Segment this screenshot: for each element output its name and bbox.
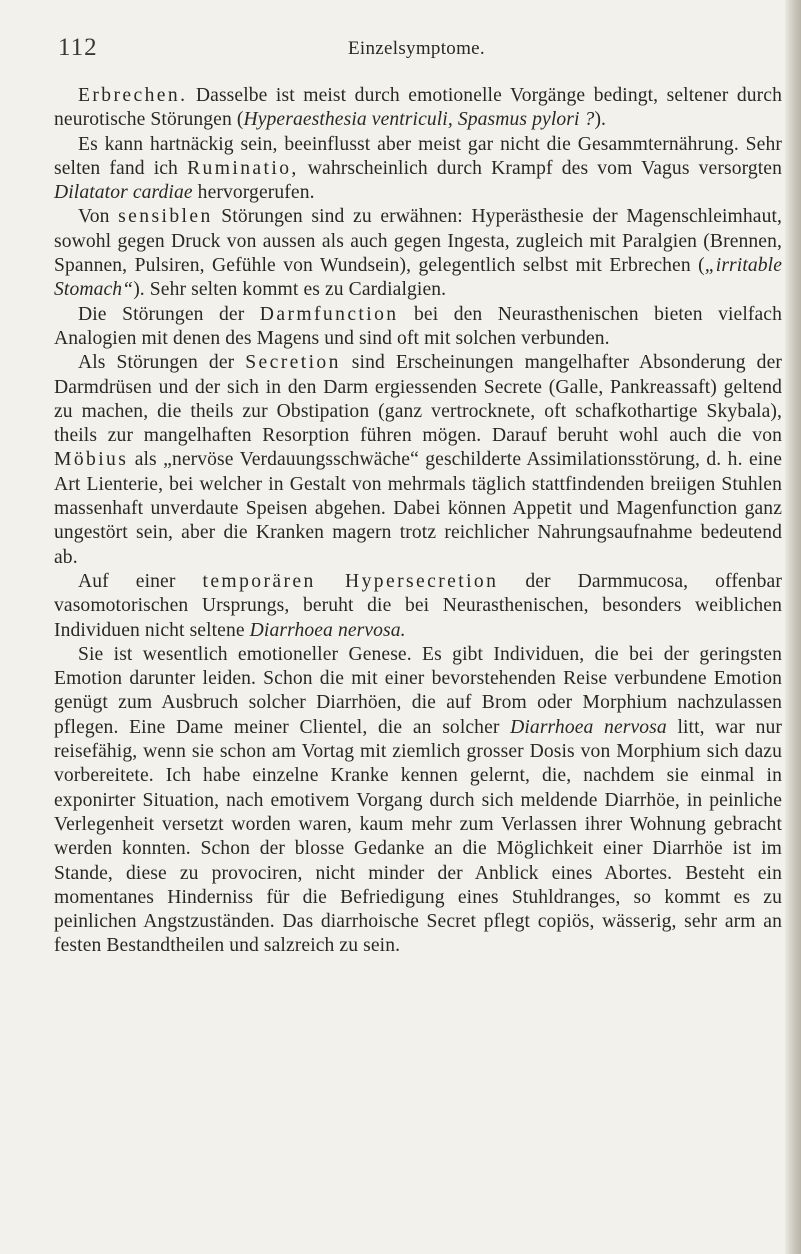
text-run: litt, war nur reisefähig, wenn sie schon am Vortag mit ziemlich grosser Dosis von Morphium sich dazu vorbereitete. Ich habe einzelne Kranke kennen gelernt, die, nachdem sie einmal in exponirter Situation, nach emotivem Vorgang durch sich meldende Diarrhöe, in peinliche Verlegenheit versetzt worden waren, kaum mehr zum Verlassen ihrer Wohnung gebracht werden konnten. Schon der blosse Gedanke an die Möglichkeit einer Diarrhöe ist im Stande, diese zu provociren, nicht minder der Anblick eines Abortes. Besteht ein momentanes Hinderniss für die Befriedigung eines Stuhldranges, so kommt es zu peinlichen Angstzuständen. Das diarrhoische Secret pflegt copiös, wässerig, sehr arm an festen Bestandtheilen und salzreich zu sein. [54, 716, 782, 957]
spaced-emphasis: Erbrechen. [78, 85, 188, 106]
paragraph [54, 205, 782, 302]
text-run: Auf einer [78, 570, 203, 592]
text-run: hervorgerufen. [192, 182, 315, 204]
text-run: Dasselbe ist meist durch emotionelle Vorgänge bedingt, seltener durch neurotische Störungen ( [54, 85, 782, 131]
text-run: ). Sehr selten kommt es zu Cardialgien. [133, 279, 447, 301]
text-run: Die Störungen der [78, 303, 260, 325]
running-head: Einzelsymptome. [348, 38, 485, 59]
italic-term: Hyperaesthesia ventriculi, Spasmus pylori ? [243, 109, 595, 131]
page-edge-shadow [785, 0, 801, 1254]
text-run: bei den Neurasthenischen bieten vielfach Analogien mit denen des Magens und sind oft mit solchen verbunden. [54, 303, 782, 349]
text-run: der Darmmucosa, offenbar vasomotorischen Ursprungs, beruht die bei Neurasthenischen, besonders weiblichen Individuen nicht seltene [54, 570, 782, 641]
text-run: Sie ist wesentlich emotioneller Genese. Es gibt Individuen, die bei der geringsten Emotion darunter leiden. Schon die mit einer bevorstehenden Reise verbundene Emotion genügt zum Ausbruch solcher Diarrhöen, die auf Brom oder Morphium nachzulassen pflegen. Eine Dame meiner Clientel, die an solcher [54, 643, 782, 738]
body-text [54, 84, 782, 959]
spaced-emphasis: sensiblen [118, 206, 213, 228]
text-run: sind Erscheinungen mangelhafter Absonderung der Darmdrüsen und der sich in den Darm ergiessenden Secrete (Galle, Pankreassaft) geltend zu machen, die theils zur Obstipation (ganz vertrocknete, oft schafkothartige Skybala), theils zur mangelhaften Resorption führen mögen. Darauf beruht wohl auch die von [54, 352, 782, 447]
spaced-emphasis: Darmfunction [259, 303, 399, 325]
italic-term: Diarrhoea nervosa [510, 716, 667, 738]
text-run: Störungen sind zu erwähnen: Hyperästhesie der Magenschleimhaut, sowohl gegen Druck von aussen als auch gegen Ingesta, zugleich mit Paralgien (Brennen, Spannen, Pulsiren, Gefühle von Wundsein), gelegentlich selbst mit Erbrechen ( [54, 206, 783, 277]
paragraph [54, 84, 782, 133]
italic-term: Diarrhoea nervosa. [249, 619, 406, 641]
text-run: als „nervöse Verdauungsschwäche“ geschilderte Assimilationsstörung, d. h. eine Art Lienterie, bei welcher in Gestalt von mehrmals täglich stattfindenden breiigen Stuhlen massenhaft unverdaute Speisen abgehen. Dabei können Appetit und Magenfunction ganz ungestört sein, aber die Kranken magern trotz reichlicher Nahrungsaufnahme bedeutend ab. [54, 449, 782, 568]
italic-term: „irritable Stomach“ [54, 255, 782, 301]
text-run: Es kann hartnäckig sein, beeinflusst aber meist gar nicht die Gesammternährung. Sehr selten fand ich [54, 133, 782, 179]
spaced-emphasis: Ruminatio, [187, 157, 299, 179]
spaced-emphasis: Secretion [245, 352, 341, 374]
spaced-emphasis: Möbius [54, 449, 129, 471]
text-run: Als Störungen der [78, 352, 246, 374]
paragraph [54, 303, 782, 352]
text-run: wahrscheinlich durch Krampf des vom Vagus versorgten [298, 157, 782, 179]
paragraph [54, 643, 782, 959]
text-run: ). [594, 109, 607, 131]
page-header [58, 34, 758, 64]
text-run: Von [78, 206, 119, 228]
italic-term: Dilatator cardiae [54, 182, 193, 204]
paragraph [54, 351, 782, 570]
paragraph [54, 570, 782, 643]
spaced-emphasis: temporären Hypersecretion [202, 570, 499, 592]
paragraph [54, 133, 782, 206]
page-number: 112 [58, 34, 98, 61]
